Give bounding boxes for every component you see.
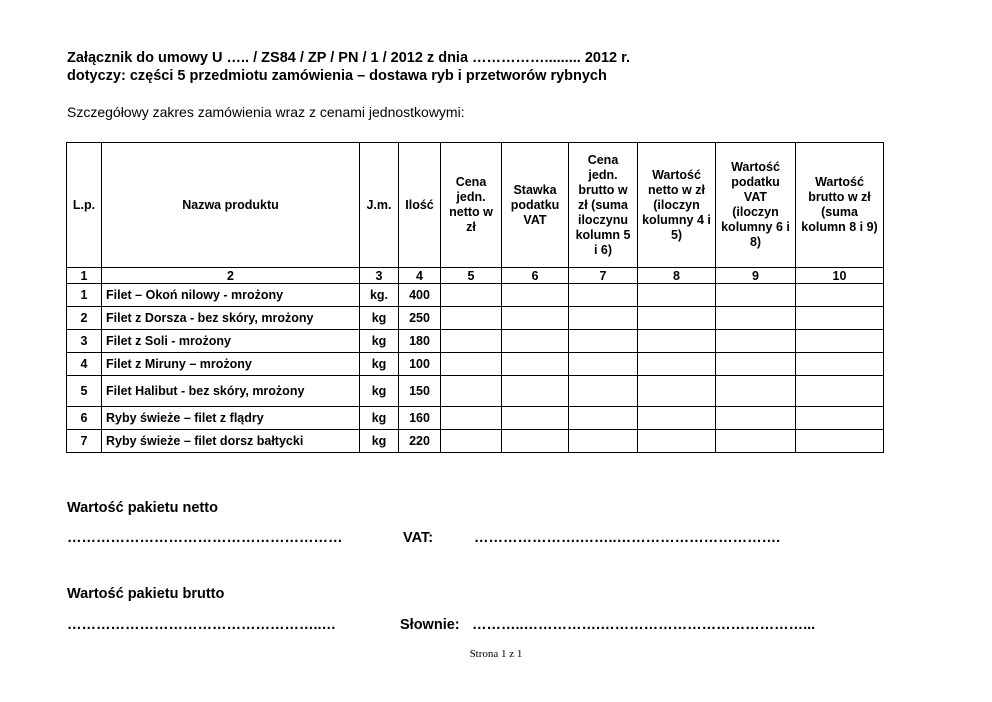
col-header-net-value: Wartość netto w zł (iloczyn kolumny 4 i 5) [638,143,716,268]
cell-gross-value [796,284,884,307]
column-number-row [67,268,884,284]
row-lp: 2 [67,307,102,330]
cell-vat-value [716,376,796,407]
cell-net-price [441,376,502,407]
in-words-dots: ………..…………….……………………………………... [472,617,816,633]
cell-gross-price [569,376,638,407]
col-header-net-price: Cena jedn. netto w zł [441,143,502,268]
column-number: 2 [102,268,360,284]
cell-vat-rate [502,430,569,453]
row-lp: 7 [67,430,102,453]
cell-vat-value [716,284,796,307]
row-qty: 100 [399,353,441,376]
cell-vat-rate [502,353,569,376]
column-number: 10 [796,268,884,284]
cell-vat-value [716,307,796,330]
cell-net-price [441,353,502,376]
row-qty: 220 [399,430,441,453]
cell-gross-value [796,376,884,407]
column-number: 1 [67,268,102,284]
cell-net-price [441,430,502,453]
cell-net-price [441,284,502,307]
col-header-gross-price: Cena jedn. brutto w zł (suma iloczynu kolumn 5 i 6) [569,143,638,268]
cell-net-value [638,407,716,430]
row-product-name: Filet z Soli - mrożony [102,330,360,353]
intro-text: Szczegółowy zakres zamówienia wraz z cenami jednostkowymi: [67,104,465,120]
cell-vat-rate [502,330,569,353]
cell-net-price [441,307,502,330]
row-product-name: Filet Halibut - bez skóry, mrożony [102,376,360,407]
table-row [67,430,884,453]
row-qty: 150 [399,376,441,407]
cell-gross-price [569,353,638,376]
order-table [66,142,884,453]
row-lp: 4 [67,353,102,376]
page-footer: Strona 1 z 1 [469,648,523,660]
row-unit: kg [360,407,399,430]
row-unit: kg [360,307,399,330]
row-product-name: Ryby świeże – filet dorsz bałtycki [102,430,360,453]
gross-value-label: Wartość pakietu brutto [67,586,225,602]
col-header-product: Nazwa produktu [102,143,360,268]
table-row [67,284,884,307]
row-lp: 1 [67,284,102,307]
cell-vat-rate [502,307,569,330]
col-header-vat-rate: Stawka podatku VAT [502,143,569,268]
cell-net-value [638,376,716,407]
column-number: 6 [502,268,569,284]
row-qty: 250 [399,307,441,330]
column-number: 3 [360,268,399,284]
in-words-label: Słownie: [400,617,460,633]
cell-vat-value [716,353,796,376]
row-unit: kg [360,353,399,376]
cell-gross-value [796,430,884,453]
cell-net-value [638,430,716,453]
cell-gross-price [569,307,638,330]
net-value-label: Wartość pakietu netto [67,500,218,516]
row-lp: 3 [67,330,102,353]
row-unit: kg [360,376,399,407]
row-unit: kg [360,430,399,453]
col-header-unit: J.m. [360,143,399,268]
cell-net-value [638,353,716,376]
cell-net-price [441,407,502,430]
cell-gross-value [796,407,884,430]
row-unit: kg. [360,284,399,307]
row-product-name: Filet – Okoń nilowy - mrożony [102,284,360,307]
row-lp: 5 [67,376,102,407]
table-row [67,307,884,330]
column-number: 5 [441,268,502,284]
cell-vat-value [716,430,796,453]
col-header-qty: Ilość [399,143,441,268]
table-row [67,376,884,407]
row-product-name: Filet z Miruny – mrożony [102,353,360,376]
gross-value-dots: ……………………………………………..… [67,617,337,633]
cell-net-value [638,284,716,307]
cell-vat-rate [502,376,569,407]
vat-label: VAT: [403,530,434,546]
column-number: 7 [569,268,638,284]
cell-vat-rate [502,284,569,307]
cell-vat-rate [502,407,569,430]
cell-gross-value [796,353,884,376]
cell-net-value [638,307,716,330]
col-header-lp: L.p. [67,143,102,268]
column-number: 8 [638,268,716,284]
cell-net-price [441,330,502,353]
row-lp: 6 [67,407,102,430]
document-header-line1: Załącznik do umowy U ….. / ZS84 / ZP / PN / 1 / 2012 z dnia ……………......... 2012 r. [67,50,630,66]
table-row [67,407,884,430]
cell-gross-price [569,284,638,307]
cell-vat-value [716,407,796,430]
cell-gross-value [796,330,884,353]
cell-gross-price [569,407,638,430]
column-number: 9 [716,268,796,284]
net-value-dots: ………………………………………………… [67,530,343,546]
cell-gross-price [569,430,638,453]
row-product-name: Filet z Dorsza - bez skóry, mrożony [102,307,360,330]
table-row [67,330,884,353]
cell-vat-value [716,330,796,353]
row-qty: 160 [399,407,441,430]
table-row [67,353,884,376]
cell-gross-value [796,307,884,330]
row-product-name: Ryby świeże – filet z flądry [102,407,360,430]
document-header-line2: dotyczy: części 5 przedmiotu zamówienia – dostawa ryb i przetworów rybnych [67,68,607,84]
cell-net-value [638,330,716,353]
row-unit: kg [360,330,399,353]
row-qty: 180 [399,330,441,353]
col-header-vat-value: Wartość podatku VAT (iloczyn kolumny 6 i 8) [716,143,796,268]
cell-gross-price [569,330,638,353]
row-qty: 400 [399,284,441,307]
col-header-gross-value: Wartość brutto w zł (suma kolumn 8 i 9) [796,143,884,268]
vat-dots: ………………….……..……………………………. [474,530,781,546]
column-number: 4 [399,268,441,284]
table-header-row [67,143,884,268]
